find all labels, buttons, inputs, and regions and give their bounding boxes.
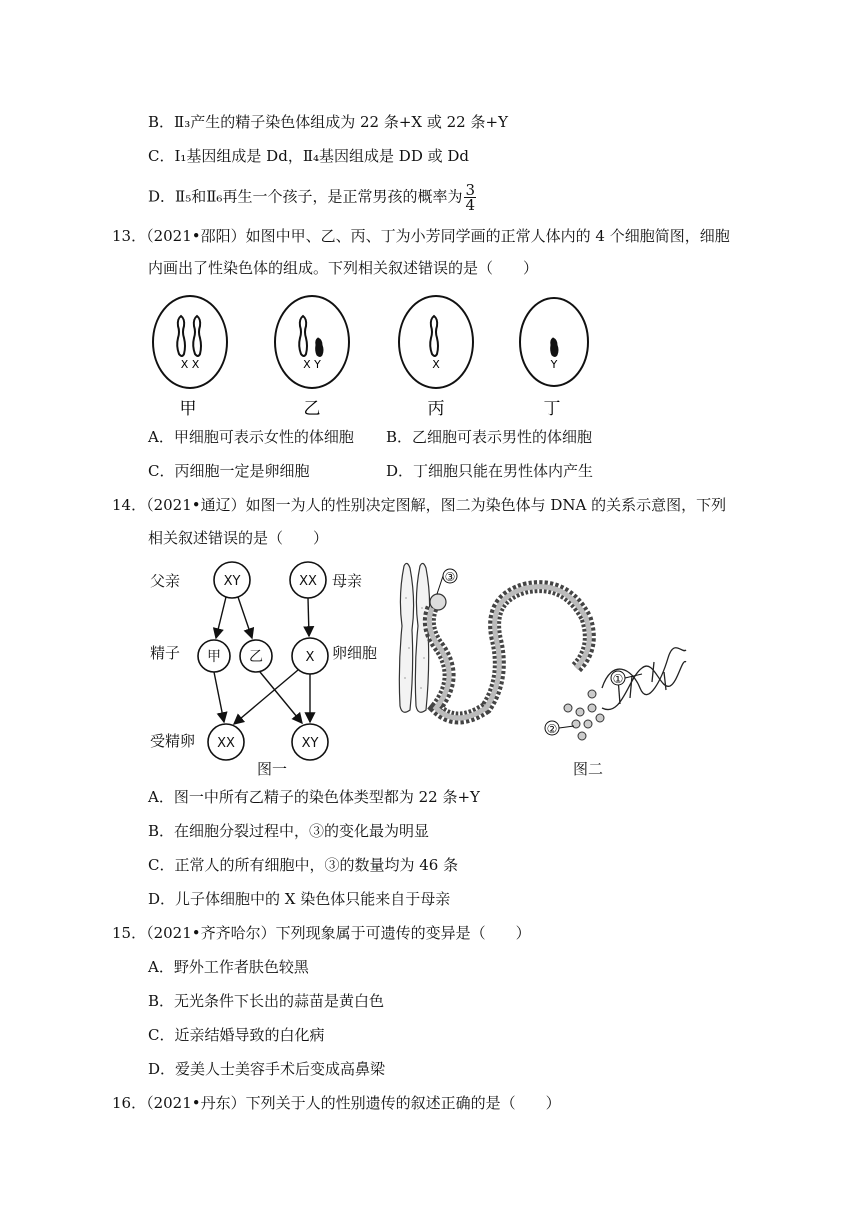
cell-name-jia: 甲	[179, 399, 197, 418]
q16-stem: 16．（2021•丹东）下列关于人的性别遗传的叙述正确的是（ ）	[112, 1094, 561, 1112]
zygote-xx: XX	[217, 736, 235, 751]
q14-option-b: B．在细胞分裂过程中，③的变化最为明显	[148, 822, 430, 840]
chrom-label: X X	[180, 358, 200, 371]
q14-stem-line2: 相关叙述错误的是（ ）	[148, 529, 329, 547]
father-label: 父亲	[150, 572, 181, 590]
q13-option-a: A．甲细胞可表示女性的体细胞	[148, 428, 354, 446]
chrom-label: Y	[550, 358, 558, 371]
chromosome-icon	[399, 563, 429, 712]
cell-ding	[520, 298, 588, 386]
cell-bing	[399, 296, 473, 388]
fraction-numerator: 3	[465, 181, 475, 199]
x-chromosome-icon	[177, 316, 185, 356]
sperm-jia: 甲	[207, 649, 221, 665]
egg-label: 卵细胞	[332, 644, 378, 662]
q13-option-d: D．丁细胞只能在男性体内产生	[386, 462, 594, 480]
marker-3: ③	[444, 570, 456, 584]
q14-stem-line1: 14．（2021•通辽）如图一为人的性别决定图解，图二为染色体与 DNA 的关系示意图，下列	[112, 496, 727, 514]
mother-genotype: XX	[299, 574, 317, 589]
protein-beads	[564, 690, 604, 740]
y-chromosome-icon	[551, 338, 558, 357]
q12-option-d	[148, 183, 476, 212]
q13-stem-line2: 内画出了性染色体的组成。下列相关叙述错误的是（ ）	[148, 259, 539, 277]
q13-stem-line1: 13．（2021•邵阳）如图中甲、乙、丙、丁为小芳同学画的正常人体内的 4 个细胞简图，细胞	[112, 227, 730, 245]
q15-option-b: B．无光条件下长出的蒜苗是黄白色	[148, 992, 385, 1010]
figure-one-caption: 图一	[256, 760, 288, 778]
q13-cell-figure	[140, 290, 620, 418]
zygote-label: 受精卵	[150, 732, 196, 750]
mother-label: 母亲	[332, 572, 363, 590]
marker-2: ②	[546, 722, 558, 736]
sperm-label: 精子	[150, 644, 181, 662]
q15-option-d: D．爱美人士美容手术后变成高鼻梁	[148, 1060, 386, 1078]
chrom-label: X	[432, 358, 440, 371]
q15-option-a: A．野外工作者肤色较黑	[148, 958, 309, 976]
q13-option-b: B．乙细胞可表示男性的体细胞	[386, 428, 593, 446]
y-chromosome-icon	[316, 338, 323, 357]
chromatin-fiber	[429, 587, 589, 718]
marker-1: ①	[612, 672, 624, 686]
q13-option-c: C．丙细胞一定是卵细胞	[148, 462, 310, 480]
fraction-denominator: 4	[465, 196, 475, 214]
q14-option-c: C．正常人的所有细胞中，③的数量均为 46 条	[148, 856, 459, 874]
cell-name-yi: 乙	[303, 399, 321, 418]
cell-yi	[275, 296, 349, 388]
q14-figure-two	[392, 558, 692, 782]
x-chromosome-icon	[193, 316, 201, 356]
cell-name-bing: 丙	[427, 399, 445, 418]
egg-genotype: X	[305, 650, 315, 665]
x-chromosome-icon	[430, 316, 438, 356]
chrom-label: X Y	[303, 358, 321, 371]
cell-jia	[153, 296, 227, 388]
father-genotype: XY	[223, 574, 241, 589]
q12-option-d-text: D．Ⅱ₅和Ⅱ₆再生一个孩子，是正常男孩的概率为	[148, 187, 463, 206]
q14-figure-one	[148, 556, 388, 780]
zygote-xy: XY	[301, 736, 319, 751]
q14-option-d: D．儿子体细胞中的 X 染色体只能来自于母亲	[148, 890, 451, 908]
cell-name-ding: 丁	[543, 399, 561, 418]
q15-option-c: C．近亲结婚导致的白化病	[148, 1026, 325, 1044]
figure-two-caption: 图二	[572, 760, 604, 778]
fraction	[464, 183, 476, 212]
q12-option-b: B．Ⅱ₃产生的精子染色体组成为 22 条+X 或 22 条+Y	[148, 113, 508, 131]
sperm-yi: 乙	[249, 649, 263, 665]
q12-option-c: C．Ⅰ₁基因组成是 Dd，Ⅱ₄基因组成是 DD 或 Dd	[148, 147, 470, 165]
q15-stem: 15．（2021•齐齐哈尔）下列现象属于可遗传的变异是（ ）	[112, 924, 531, 942]
x-chromosome-icon	[299, 316, 307, 356]
q14-option-a: A．图一中所有乙精子的染色体类型都为 22 条+Y	[148, 788, 480, 806]
